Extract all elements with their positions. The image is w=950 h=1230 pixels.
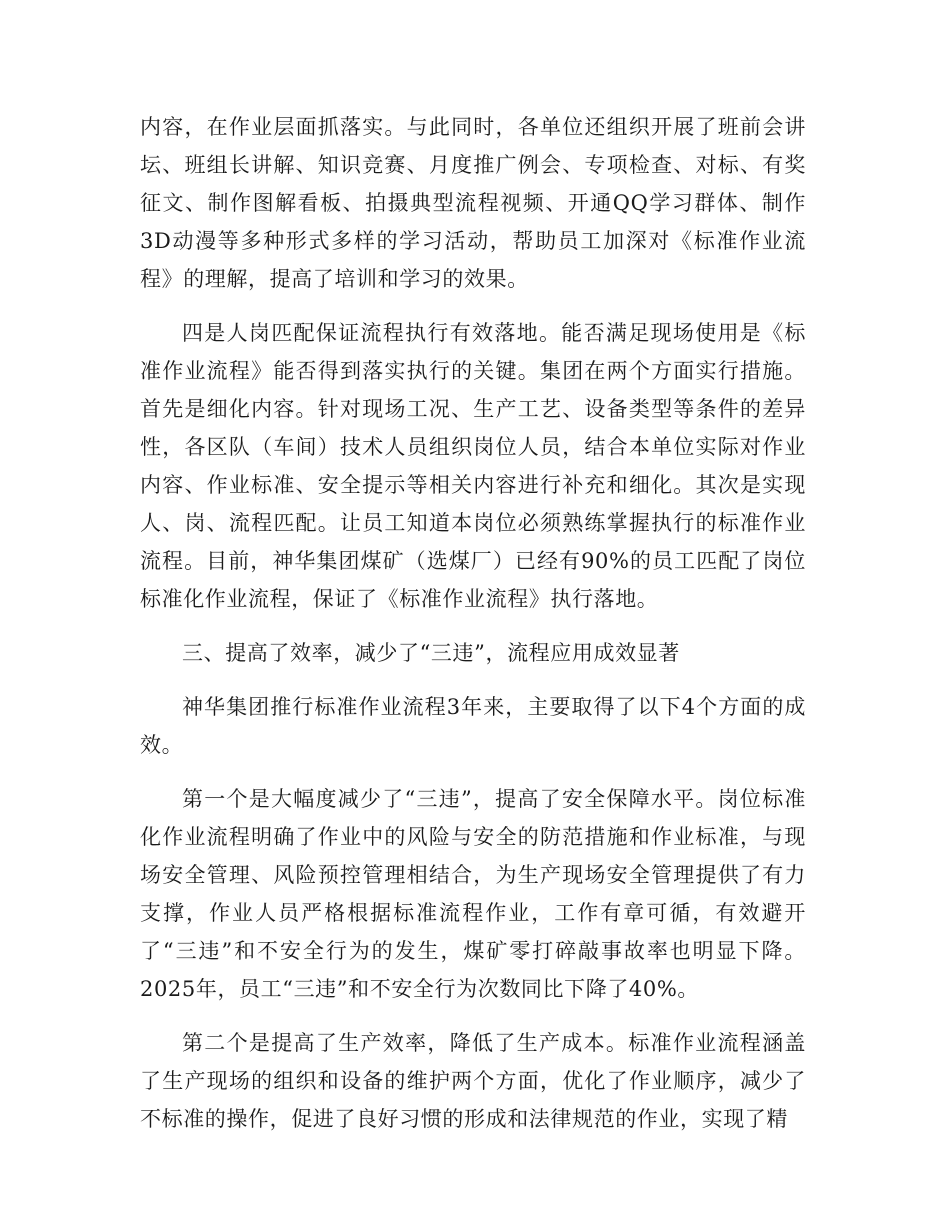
paragraph-continuation: 内容，在作业层面抓落实。与此同时，各单位还组织开展了班前会讲坛、班组长讲解、知识竞赛、月度推广例会、专项检查、对标、有奖征文、制作图解看板、拍摄典型流程视频、开通QQ学习群体、制作3D动漫等多种形式多样的学习活动，帮助员工加深对《标准作业流程》的理解，提高了培训和学习的效果。: [140, 115, 806, 291]
section-heading: 三、提高了效率，减少了“三违”，流程应用成效显著: [182, 641, 680, 665]
paragraph-result-one: 第一个是大幅度减少了“三违”，提高了安全保障水平。岗位标准化作业流程明确了作业中的风险与安全的防范措施和作业标准，与现场安全管理、风险预控管理相结合，为生产现场安全管理提供了有力支撑，作业人员严格根据标准流程作业，工作有章可循，有效避开了“三违”和不安全行为的发生，煤矿零打碎敲事故率也明显下降。2025年，员工“三违”和不安全行为次数同比下降了40%。: [140, 787, 806, 1001]
paragraph-result-two: 第二个是提高了生产效率，降低了生产成本。标准作业流程涵盖了生产现场的组织和设备的维护两个方面，优化了作业顺序，减少了不标准的操作，促进了良好习惯的形成和法律规范的作业，实现了精: [140, 1031, 806, 1131]
paragraph-intro-results: 神华集团推行标准作业流程3年来，主要取得了以下4个方面的成效。: [140, 695, 806, 757]
document-body: [140, 108, 806, 1154]
paragraph-fourth-point: 四是人岗匹配保证流程执行有效落地。能否满足现场使用是《标准作业流程》能否得到落实执行的关键。集团在两个方面实行措施。首先是细化内容。针对现场工况、生产工艺、设备类型等条件的差异性，各区队（车间）技术人员组织岗位人员，结合本单位实际对作业内容、作业标准、安全提示等相关内容进行补充和细化。其次是实现人、岗、流程匹配。让员工知道本岗位必须熟练掌握执行的标准作业流程。目前，神华集团煤矿（选煤厂）已经有90%的员工匹配了岗位标准化作业流程，保证了《标准作业流程》执行落地。: [140, 321, 806, 611]
